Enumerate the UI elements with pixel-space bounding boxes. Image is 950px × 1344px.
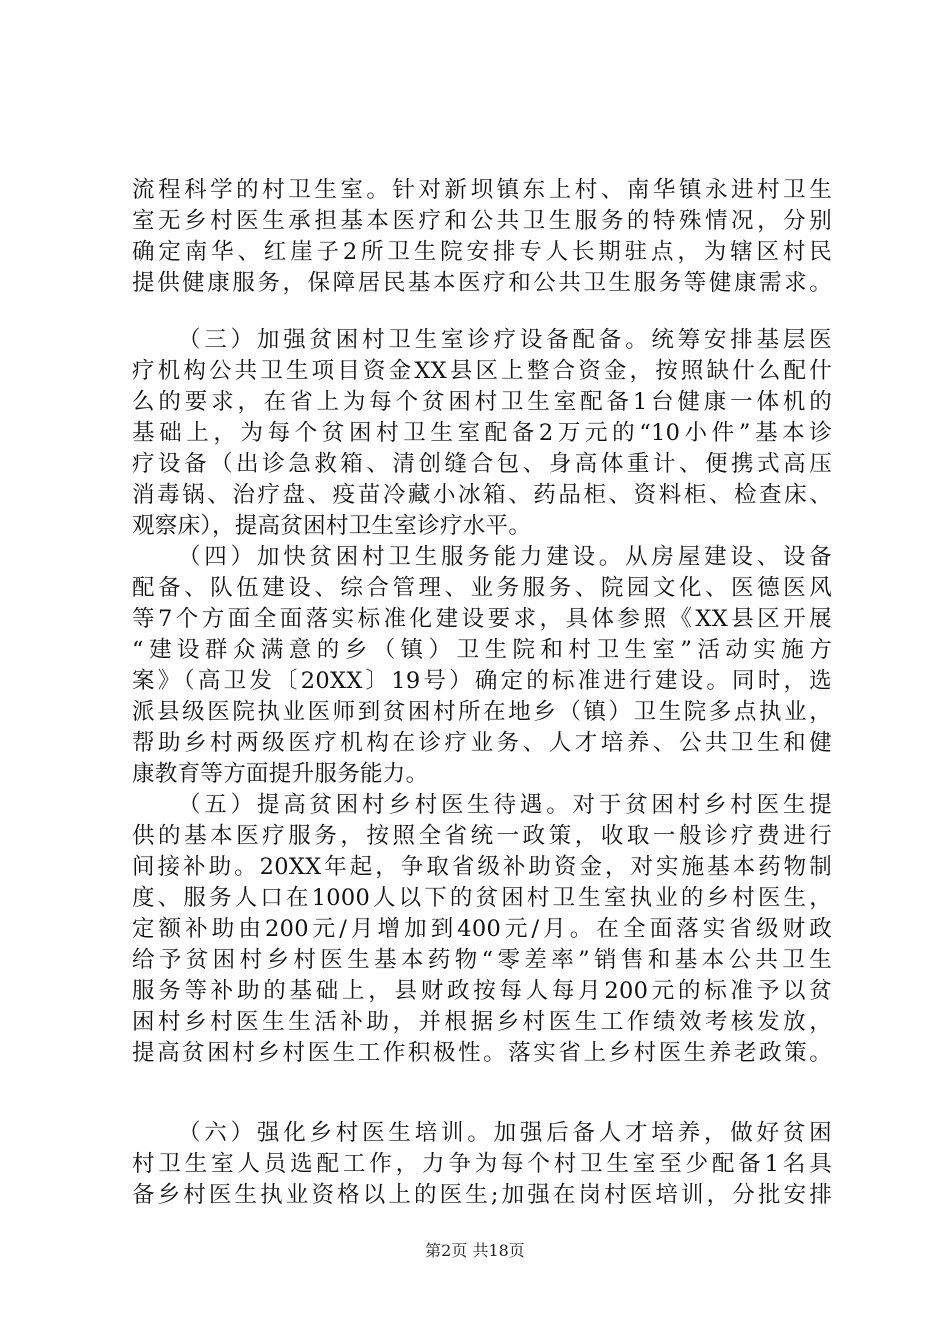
text-line: （三）加强贫困村卫生室诊疗设备配备。统筹安排基层医 [178, 327, 832, 353]
text-line: （六）强化乡村医生培训。加强后备人才培养，做好贫困 [178, 1120, 832, 1146]
text-line: “建设群众满意的乡（镇）卫生院和村卫生室”活动实施方 [132, 637, 832, 663]
page-number-footer: 第2页 共18页 [425, 1241, 525, 1260]
text-line: 消毒锅、治疗盘、疫苗冷藏小冰箱、药品柜、资料柜、检查床、 [132, 482, 832, 508]
text-line: 观察床），提高贫困村卫生室诊疗水平。 [132, 513, 532, 539]
text-line: 给予贫困村乡村医生基本药物“零差率”销售和基本公共卫生 [132, 947, 832, 973]
text-line: 供的基本医疗服务，按照全省统一政策，收取一般诊疗费进行 [132, 823, 832, 849]
text-line: （五）提高贫困村乡村医生待遇。对于贫困村乡村医生提 [178, 792, 832, 818]
text-line: 疗设备（出诊急救箱、清创缝合包、身高体重计、便携式高压 [132, 451, 832, 477]
text-line: 基础上，为每个贫困村卫生室配备2万元的“10小件”基本诊 [132, 420, 832, 446]
text-line: 村卫生室人员选配工作，力争为每个村卫生室至少配备1名具 [132, 1151, 832, 1177]
text-line: 案》（高卫发〔20XX〕19号）确定的标准进行建设。同时，选 [132, 668, 832, 694]
text-line: （四）加快贫困村卫生服务能力建设。从房屋建设、设备 [178, 544, 832, 570]
paragraph-2 [132, 325, 832, 542]
text-line: 备乡村医生执业资格以上的医生;加强在岗村医培训，分批安排 [132, 1182, 832, 1208]
text-line: 帮助乡村两级医疗机构在诊疗业务、人才培养、公共卫生和健 [132, 730, 832, 756]
text-line: 定额补助由200元/月增加到400元/月。在全面落实省级财政 [132, 916, 832, 942]
text-line: 困村乡村医生生活补助，并根据乡村医生工作绩效考核发放， [132, 1009, 832, 1035]
text-line: 康教育等方面提升服务能力。 [132, 761, 429, 787]
text-line: 配备、队伍建设、综合管理、业务服务、院园文化、医德医风 [132, 575, 832, 601]
text-line: 派县级医院执业医师到贫困村所在地乡（镇）卫生院多点执业， [132, 699, 832, 725]
text-line: 提供健康服务，保障居民基本医疗和公共卫生服务等健康需求。 [132, 270, 832, 296]
text-line: 流程科学的村卫生室。针对新坝镇东上村、南华镇永进村卫生 [132, 177, 832, 203]
text-line: 确定南华、红崖子2所卫生院安排专人长期驻点，为辖区村民 [132, 239, 832, 265]
text-line: 疗机构公共卫生项目资金XX县区上整合资金，按照缺什么配什 [132, 358, 832, 384]
text-line: 度、服务人口在1000人以下的贫困村卫生室执业的乡村医生， [132, 885, 832, 911]
text-line: 间接补助。20XX年起，争取省级补助资金，对实施基本药物制 [132, 854, 832, 880]
paragraph-1 [132, 175, 832, 299]
paragraph-4 [132, 790, 832, 1069]
text-line: 提高贫困村乡村医生工作积极性。落实省上乡村医生养老政策。 [132, 1040, 832, 1066]
text-line: 么的要求，在省上为每个贫困村卫生室配备1台健康一体机的 [132, 389, 832, 415]
text-line: 服务等补助的基础上，县财政按每人每月200元的标准予以贫 [132, 978, 832, 1004]
text-line: 室无乡村医生承担基本医疗和公共卫生服务的特殊情况，分别 [132, 208, 832, 234]
paragraph-5 [132, 1118, 832, 1211]
paragraph-3 [132, 542, 832, 790]
text-line: 等7个方面全面落实标准化建设要求，具体参照《XX县区开展 [132, 606, 832, 632]
